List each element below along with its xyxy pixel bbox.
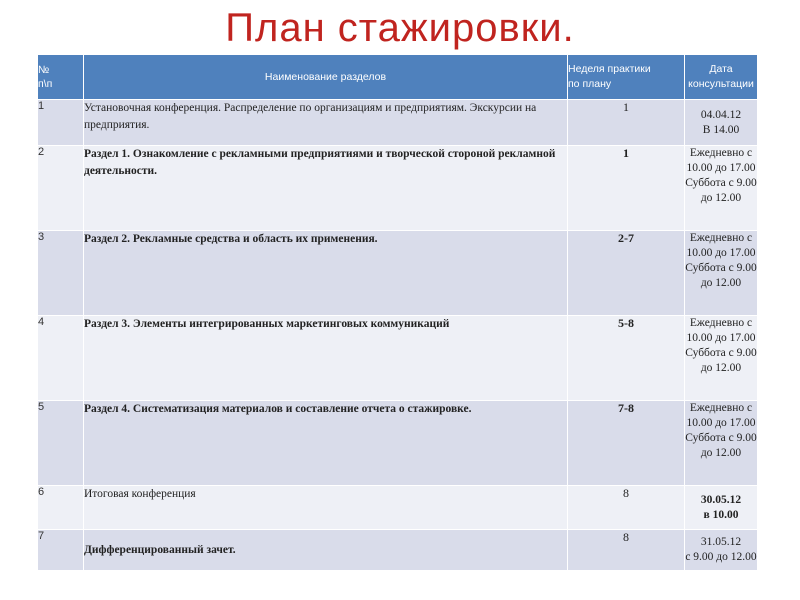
row-week: 8 <box>568 530 685 571</box>
internship-plan-table <box>37 54 758 571</box>
header-number <box>38 55 84 100</box>
row-date-line: 10.00 до 17.00 <box>686 162 756 174</box>
row-date-line: 31.05.12 <box>700 536 742 548</box>
row-date-line: 10.00 до 17.00 <box>686 332 756 344</box>
row-week: 1 <box>568 146 685 231</box>
row-date-line: Суббота с 9.00 <box>685 347 757 359</box>
table-row <box>38 316 758 401</box>
row-number: 6 <box>38 486 84 530</box>
row-date-line: с 9.00 до 12.00 <box>685 551 757 563</box>
row-date <box>685 530 758 571</box>
header-section-name: Наименование разделов <box>84 55 568 100</box>
table-row <box>38 146 758 231</box>
row-week: 1 <box>568 100 685 146</box>
table-row <box>38 231 758 316</box>
row-date-line: 04.04.12 <box>700 108 742 121</box>
row-date-line: 10.00 до 17.00 <box>686 417 756 429</box>
row-section-name-bold: Установочная конференция <box>84 102 219 114</box>
row-number: 1 <box>38 100 84 146</box>
row-date-line: Суббота с 9.00 <box>685 432 757 444</box>
row-week: 8 <box>568 486 685 530</box>
row-date <box>685 100 758 146</box>
row-date-line: Ежедневно с <box>689 232 753 244</box>
row-date-line: до 12.00 <box>700 447 742 459</box>
row-week: 5-8 <box>568 316 685 401</box>
row-section-name: Раздел 2. Рекламные средства и область их применения. <box>84 231 568 316</box>
slide-title: План стажировки. <box>225 6 575 50</box>
row-date <box>685 486 758 530</box>
header-week <box>568 55 685 100</box>
table-row <box>38 486 758 530</box>
row-section-name: Раздел 3. Элементы интегрированных маркетинговых коммуникаций <box>84 316 568 401</box>
row-number: 2 <box>38 146 84 231</box>
row-date-line: Ежедневно с <box>689 147 753 159</box>
row-date-line: до 12.00 <box>700 362 742 374</box>
table-header-row <box>38 55 758 100</box>
row-week: 7-8 <box>568 401 685 486</box>
row-number: 4 <box>38 316 84 401</box>
row-number: 3 <box>38 231 84 316</box>
row-date-line: в 10.00 <box>703 508 739 521</box>
row-week: 2-7 <box>568 231 685 316</box>
row-number: 7 <box>38 530 84 571</box>
row-number: 5 <box>38 401 84 486</box>
row-section-name: Раздел 1. Ознакомление с рекламными предприятиями и творческой стороной рекламной деятельности. <box>84 146 568 231</box>
row-date <box>685 316 758 401</box>
row-section-name: Дифференцированный зачет. <box>84 530 568 571</box>
row-date-line: до 12.00 <box>700 277 742 289</box>
header-date-line-1: Дата <box>709 63 733 75</box>
header-number-line-2: п\п <box>38 78 53 90</box>
header-date-line-2: консультации <box>688 78 754 90</box>
header-week-line-2: по плану <box>568 78 612 90</box>
row-date-line: Суббота с 9.00 <box>685 177 757 189</box>
row-section-name: Раздел 4. Систематизация материалов и составление отчета о стажировке. <box>84 401 568 486</box>
row-date-line: Ежедневно с <box>689 402 753 414</box>
table-row <box>38 401 758 486</box>
row-date-line: 10.00 до 17.00 <box>686 247 756 259</box>
table-row <box>38 100 758 146</box>
row-date-line: Ежедневно с <box>689 317 753 329</box>
row-date <box>685 146 758 231</box>
row-section-name-rest: . Распределение по организациям и предприятиям. Экскурсии на предприятия. <box>84 102 537 131</box>
row-date <box>685 401 758 486</box>
header-consultation-date <box>685 55 758 100</box>
row-date <box>685 231 758 316</box>
row-section-name <box>84 100 568 146</box>
row-section-name: Итоговая конференция <box>84 486 568 530</box>
header-week-line-1: Неделя практики <box>568 63 651 75</box>
row-date-line: 30.05.12 <box>700 493 742 506</box>
row-date-line: Суббота с 9.00 <box>685 262 757 274</box>
table-row <box>38 530 758 571</box>
row-date-line: В 14.00 <box>702 123 740 136</box>
header-number-line-1: № <box>38 64 50 76</box>
row-date-line: до 12.00 <box>700 192 742 204</box>
